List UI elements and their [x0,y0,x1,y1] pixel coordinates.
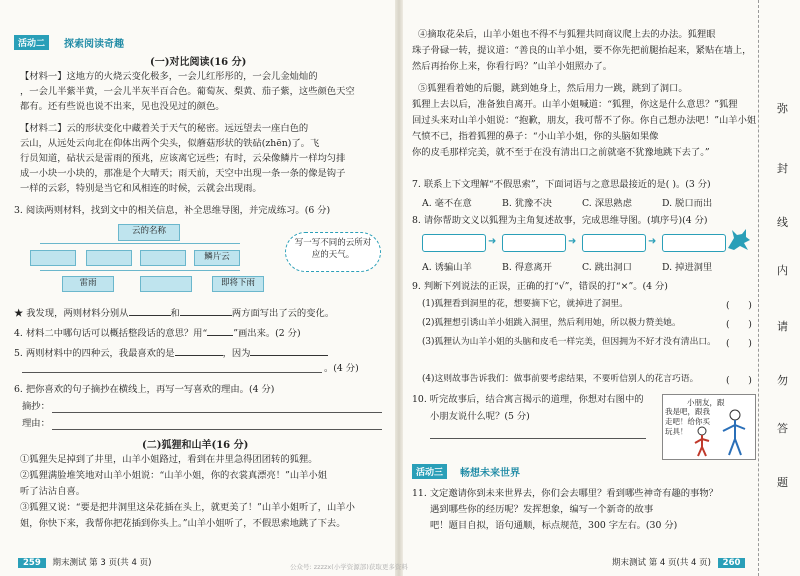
fox-icon [726,226,752,252]
story-line: 珠子骨碌一转，提议道：“善良的山羊小姐，要不你先把前腿抬起来，紧贴在墙上， [412,45,752,56]
q9-item: (4)这则故事告诉我们：做事前要考虑结果，不要听信别人的花言巧语。 [422,374,699,384]
question-11-line: 吧！题目自拟，语句通顺，标点规范，300 字左右。(30 分) [430,520,678,531]
blank[interactable] [175,344,223,356]
answer-paren[interactable]: ( ) [726,300,752,311]
page-number: 260 [718,558,746,568]
speech-bubble: 我是吧，跟我走吧！给你买玩具！ [665,407,710,436]
answer-line[interactable] [22,372,322,373]
story-line: ②狐狸满脸堆笑地对山羊小姐说：“山羊小姐，你的衣裳真漂亮！”山羊小姐 [20,470,328,481]
question-10-line2: 小朋友说什么呢？(5 分) [430,411,530,422]
arrow-right-icon: ➜ [568,236,577,247]
question-11-line: 11. 文定邀请你到未来世界去，你们会去哪里？看到哪些神奇有趣的事物？ [412,488,718,499]
map-bottom[interactable] [140,276,192,292]
adult-figure-icon [711,407,753,457]
speech-top: 小朋友，跟 [687,398,725,407]
answer-paren[interactable]: ( ) [726,319,752,330]
flow-box[interactable] [422,234,486,252]
map-bottom: 即将下雨 [212,276,264,292]
map-item[interactable] [86,250,132,266]
q7-choice[interactable]: D. 脱口而出 [662,198,713,209]
margin-char: 弥 [777,102,788,115]
answer-line[interactable] [430,438,646,439]
q6-reason-label: 理由： [22,418,50,429]
seal-margin [758,0,800,576]
q7-choice[interactable]: A. 毫不在意 [422,198,472,209]
material2-line: 【材料二】云的形状变化中藏着关于天气的秘密。远远望去一座白色的 [20,123,309,134]
child-figure-icon [691,425,713,457]
q8-choice: B. 得意离开 [502,262,552,273]
page-footer [612,556,749,568]
activity-label: 活动三 [412,464,447,479]
footer-text: 期末测试 第 4 页(共 4 页) [612,558,711,568]
arrow-right-icon: ➜ [488,236,497,247]
q9-item: (1)狐狸看到洞里的花，想要摘下它，就掉进了洞里。 [422,299,628,309]
margin-char: 勿 [777,374,788,387]
q8-choice: C. 跳出洞口 [582,262,632,273]
story-line: ①狐狸失足掉到了井里，山羊小姐路过，看到在井里急得团团转的狐狸。 [20,454,318,465]
map-item[interactable] [140,250,186,266]
story-line: 狐狸上去以后，准备独自离开。山羊小姐喊道：“狐狸，你这是什么意思？”狐狸 [412,99,738,110]
map-bubble: 写一写不同的云所对应的天气。 [285,232,381,272]
material1-line: ，一会儿半紫半黄，一会儿半灰半百合色。葡萄灰、梨黄、茄子紫，这些颜色天空 [20,86,355,97]
map-item[interactable] [30,250,76,266]
section-title-2: (二)狐狸和山羊(16 分) [142,440,249,451]
q9-item: (3)狐狸认为山羊小姐的头脑和皮毛一样完美，但因拥为不好才没有清出口。 [422,337,716,347]
material2-line: 云山，从远处云向北在仰体出两个尖头，似蘑菇形状的铁砧(zhēn)了。飞 [20,138,320,149]
material2-line: 一样的云彩，特别是当它和风相连的时候，云就会出现雨。 [20,183,262,194]
question-6: 6. 把你喜欢的句子摘抄在横线上，再写一写喜欢的理由。(4 分) [14,384,275,395]
book-spine [395,0,403,576]
answer-paren[interactable]: ( ) [726,375,752,386]
q8-choice: D. 掉进洞里 [662,262,713,273]
page-number: 259 [18,558,46,568]
map-center: 云的名称 [118,224,180,241]
page-footer [14,556,151,568]
answer-line[interactable] [52,412,382,413]
underline-sample [207,324,233,336]
activity-label: 活动二 [14,35,49,50]
blank[interactable] [250,344,328,356]
material1-line: 【材料一】这地方的火烧云变化极多，一会儿红彤彤的，一会儿金灿灿的 [20,71,318,82]
q5-score: 。(4 分) [324,363,359,374]
q7-choice[interactable]: C. 深思熟虑 [582,198,632,209]
q3-star: ★ 我发现，两则材料分别从 和 两方面写出了云的变化。 [14,304,334,321]
answer-paren[interactable]: ( ) [726,338,752,349]
answer-line[interactable] [52,429,382,430]
story-line: 听了沾沾自喜。 [20,486,86,497]
arrow-right-icon: ➜ [648,236,657,247]
story-line: 姐，你快下来，我帮你把花插到你头上。”山羊小姐听了，不假思索地跳了下去。 [20,518,346,529]
question-10: 10. 听完故事后，结合寓言揭示的道理，你想对右图中的 [412,394,644,405]
right-page [404,0,756,576]
story-line: ④摘取花朵后，山羊小姐也不得不与狐狸共同商议爬上去的办法。狐狸眼 [418,29,716,40]
q6-excerpt-label: 摘抄： [22,401,50,412]
flow-box[interactable] [502,234,566,252]
story-line: ③狐狸又说：“要是把井洞里这朵花插在头上，就更美了！”山羊小姐听了，山羊小 [20,502,355,513]
section-title-1: (一)对比阅读(16 分) [150,57,247,68]
margin-char: 线 [777,216,788,229]
margin-char: 题 [777,476,788,489]
margin-char: 封 [777,162,788,175]
question-3: 3. 阅读两则材料，找到文中的相关信息，补全思维导图，并完成练习。(6 分) [14,205,331,216]
margin-char: 请 [777,320,788,333]
map-item: 鳞片云 [194,250,240,266]
material2-line: 成一小块一小块的，那准是个大晴天；雨天前，天空中出现一条一条的像是钩子 [20,168,346,179]
question-11-line: 遇到哪些你的经历呢？发挥想象，编写一个新奇的故事 [430,504,654,515]
question-8: 8. 请你帮助文义以狐狸为主角复述故事，完成思维导图。(填序号)(4 分) [412,215,708,226]
question-4: 4. 材料二中哪句话可以概括整段话的意思？用“ ”画出来。(2 分) [14,324,301,341]
footer-text: 期末测试 第 3 页(共 4 页) [52,558,152,568]
q7-choice[interactable]: B. 犹豫不决 [502,198,552,209]
story-line: 然后再抬你上来，你看行吗？”山羊小姐照办了。 [412,61,612,72]
flow-box[interactable] [662,234,726,252]
question-7: 7. 联系上下文理解“不假思索”，下面词语与之意思最接近的是( )。(3 分) [412,179,711,190]
margin-char: 答 [777,422,788,435]
q9-item: (2)狐狸想引诱山羊小姐跳入洞里，然后利用她，所以极力赞美她。 [422,318,681,328]
margin-char: 内 [777,264,788,277]
q10-illustration [662,394,756,460]
blank[interactable] [180,304,232,316]
activity-title: 畅想未来世界 [460,468,520,479]
story-line: 回过头来对山羊小姐说：“抱歉，朋友，我可帮不了你。你自己想办法吧！”山羊小姐 [412,115,757,126]
question-5: 5. 两则材料中的四种云，我最喜欢的是 ，因为 [14,344,328,361]
material1-line: 都有。还有些说也说不出来，见也没见过的颜色。 [20,101,225,112]
story-line: ⑤狐狸看着她的后腿，跳到她身上，然后用力一跳，跳到了洞口。 [418,83,688,94]
story-line: 你的皮毛那样完美，就不至于在没有清出口之前就毫不犹豫地跳下去了。” [412,147,710,158]
material2-line: 行员知道，砧状云是雷雨的预兆，应该离它远些；有时，云朵像鳞片一样均匀排 [20,153,346,164]
q8-choice: A. 诱骗山羊 [422,262,472,273]
left-page [0,0,392,576]
question-9: 9. 判断下列说法的正误，正确的打“√”，错误的打“×”。(4 分) [412,281,668,292]
map-bottom: 雷雨 [62,276,114,292]
blank[interactable] [129,304,171,316]
activity-title: 探索阅读奇趣 [64,39,124,50]
story-line: 气愤不已，指着狐狸的鼻子：“小山羊小姐，你的头脑如果像 [412,131,659,142]
flow-box[interactable] [582,234,646,252]
watermark: 公众号: zzzzx(小学资源部)获取更多资料 [290,563,408,571]
